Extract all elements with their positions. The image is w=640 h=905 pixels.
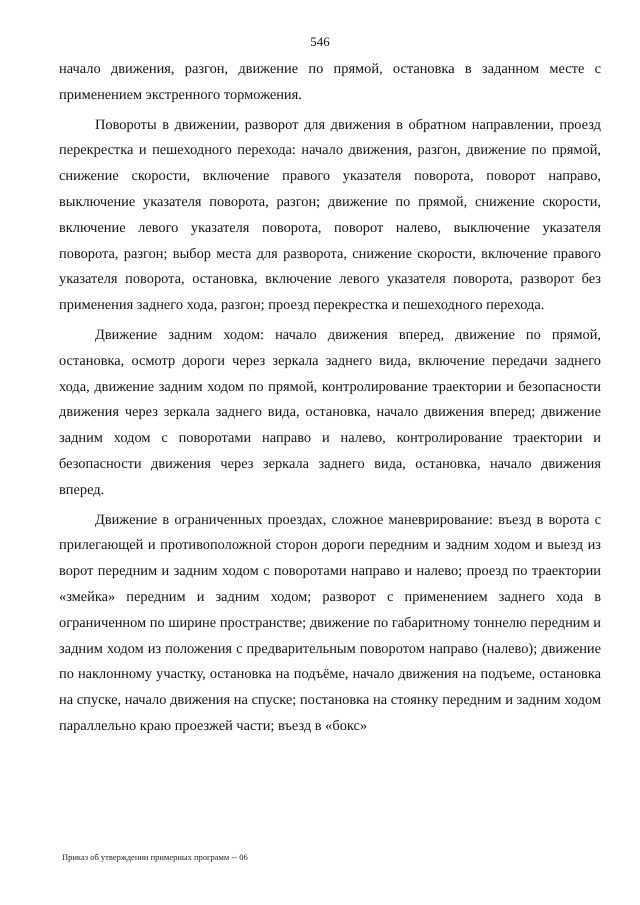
paragraph-2: Повороты в движении, разворот для движения в обратном направлении, проезд перекрестка и пешеходного перехода: начало движения, разгон, движение по прямой, снижение скорости, включение правого указателя поворота, поворот направо, выключение указателя поворота, разгон; движение по прямой, снижение скорости, включение левого указателя поворота, поворот налево, выключение указателя поворота, разгон; выбор места для разворота, снижение скорости, включение правого указателя поворота, остановка, включение левого указателя поворота, разворот без применения заднего хода, разгон; проезд перекрестка и пешеходного перехода. [59, 116, 601, 314]
page-number: 546 [310, 34, 330, 49]
document-body [59, 57, 601, 740]
paragraph-4: Движение в ограниченных проездах, сложное маневрирование: въезд в ворота с прилегающей и противоположной сторон дороги передним и задним ходом и выезд из ворот передним и задним ходом с поворотами направо и налево; проезд по траектории «змейка» передним и задним ходом; разворот с применением заднего хода в ограниченном по ширине пространстве; движение по габаритному тоннелю передним и задним ходом из положения с предварительным поворотом направо (налево); движение по наклонному участку, остановка на подъёме, начало движения на подъеме, остановка на спуске, начало движения на спуске; постановка на стоянку передним и задним ходом параллельно краю проезжей части; въезд в «бокс» [59, 511, 601, 734]
paragraph-1: начало движения, разгон, движение по прямой, остановка в заданном месте с применением экстренного торможения. [59, 61, 601, 103]
paragraph-3: Движение задним ходом: начало движения вперед, движение по прямой, остановка, осмотр дороги через зеркала заднего вида, включение передачи заднего хода, движение задним ходом по прямой, контролирование траектории и безопасности движения через зеркала заднего вида, остановка, начало движения вперед; движение задним ходом с поворотами направо и налево, контролирование траектории и безопасности движения через зеркала заднего вида, остановка, начало движения вперед. [59, 326, 601, 498]
document-footer: Приказ об утверждении примерных программ -- 06 [62, 852, 248, 862]
